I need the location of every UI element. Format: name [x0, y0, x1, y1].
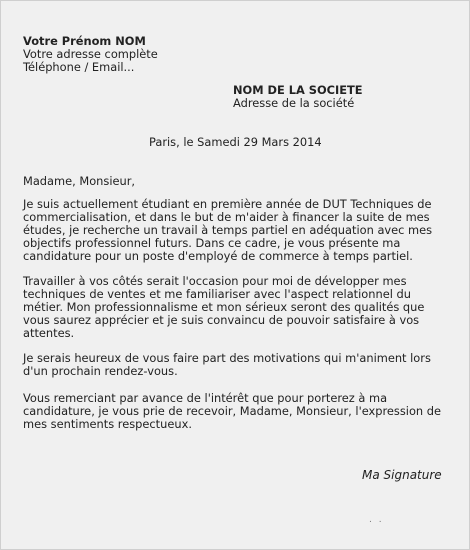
paragraph-4 [23, 392, 453, 431]
paragraph-line: Travailler à vos côtés serait l'occasion pour moi de développer mes [23, 274, 407, 288]
paragraph-line: mes sentiments respectueux. [23, 416, 192, 431]
paragraph-line: Je suis actuellement étudiant en première année de DUT Techniques de [23, 197, 432, 211]
paragraph-line: commercialisation, et dans le but de m'aider à financer la suite de mes [23, 209, 430, 224]
paragraph-line: attentes. [23, 325, 75, 340]
date-line: Paris, le Samedi 29 Mars 2014 [149, 135, 322, 149]
paragraph-line: candidature pour un poste d'employé de commerce à temps partiel. [23, 248, 413, 263]
recipient-address: Adresse de la société [233, 96, 355, 110]
paragraph-line: études, je recherche un travail à temps partiel en adéquation avec mes [23, 222, 433, 237]
paragraph-line: objectifs professionnel futurs. Dans ce cadre, je vous présente ma [23, 235, 401, 250]
paragraph-line: d'un prochain rendez-vous. [23, 363, 178, 378]
paragraph-line: métier. Mon professionnalisme et mon sérieux seront des qualités que [23, 299, 425, 314]
sender-contact: Téléphone / Email... [23, 60, 135, 74]
paragraph-line: Je serais heureux de vous faire part des motivations qui m'animent lors [23, 351, 431, 365]
paragraph-line: Vous remerciant par avance de l'intérêt que pour porterez à ma [23, 391, 388, 405]
paragraph-2 [23, 275, 453, 340]
paragraph-line: candidature, je vous prie de recevoir, Madame, Monsieur, l'expression de [23, 403, 442, 418]
paragraph-3 [23, 352, 453, 378]
footer-mark: . . [369, 515, 384, 525]
signature: Ma Signature [362, 468, 442, 482]
sender-address: Votre adresse complète [23, 47, 158, 61]
paragraph-line: vous saurez apprécier et je suis convaincu de pouvoir satisfaire à vos [23, 312, 420, 327]
recipient-company: NOM DE LA SOCIETE [233, 83, 363, 97]
paragraph-line: techniques de ventes et me familiariser avec l'aspect relationnel du [23, 286, 411, 301]
paragraph-1 [23, 198, 453, 263]
sender-name: Votre Prénom NOM [23, 34, 146, 48]
salutation: Madame, Monsieur, [23, 174, 136, 188]
